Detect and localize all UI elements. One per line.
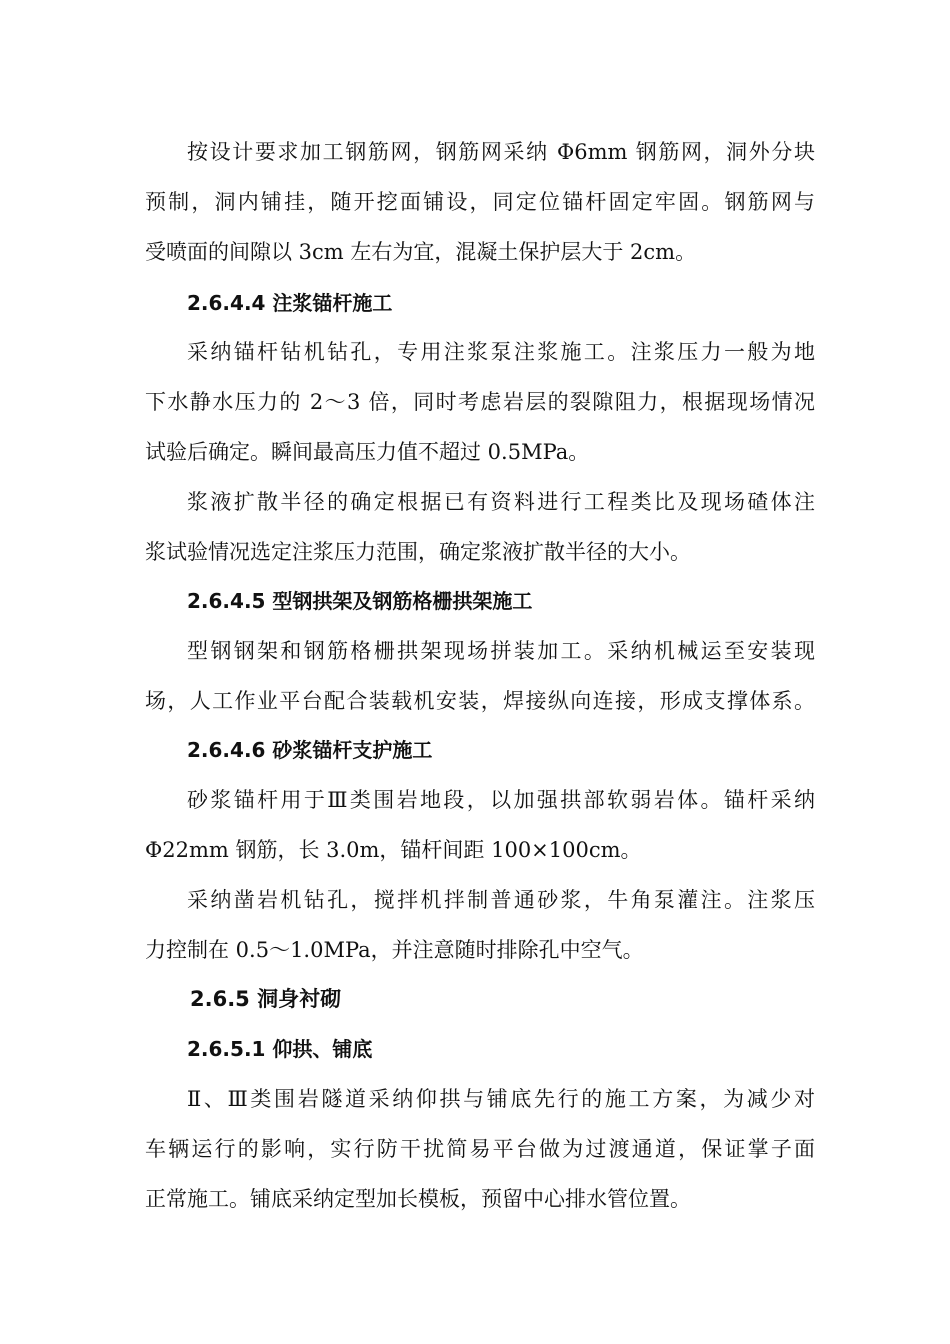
paragraph-line: Φ22mm 钢筋，长 3.0m，锚杆间距 100×100cm。: [145, 838, 642, 862]
section-heading: 2.6.5 洞身衬砌: [190, 987, 342, 1011]
paragraph-line: 浆液扩散半径的确定根据已有资料进行工程类比及现场碴体注: [187, 490, 815, 514]
paragraph-line: 砂浆锚杆用于Ⅲ类围岩地段，以加强拱部软弱岩体。锚杆采纳: [187, 788, 815, 812]
paragraph-line: 采纳锚杆钻机钻孔，专用注浆泵注浆施工。注浆压力一般为地: [187, 340, 815, 364]
paragraph-line: 按设计要求加工钢筋网，钢筋网采纳 Φ6mm 钢筋网，洞外分块: [187, 140, 815, 164]
section-heading: 2.6.4.6 砂浆锚杆支护施工: [187, 738, 433, 762]
paragraph-line: 车辆运行的影响，实行防干扰简易平台做为过渡通道，保证掌子面: [145, 1137, 815, 1161]
paragraph-line: 预制，洞内铺挂，随开挖面铺设，同定位锚杆固定牢固。钢筋网与: [145, 190, 815, 214]
section-heading: 2.6.4.5 型钢拱架及钢筋格栅拱架施工: [187, 589, 533, 613]
paragraph-line: 型钢钢架和钢筋格栅拱架现场拼装加工。采纳机械运至安装现: [187, 639, 815, 663]
paragraph-line: 下水静水压力的 2～3 倍，同时考虑岩层的裂隙阻力，根据现场情况: [145, 390, 815, 414]
paragraph-line: 正常施工。铺底采纳定型加长模板，预留中心排水管位置。: [145, 1187, 691, 1211]
paragraph-line: 浆试验情况选定注浆压力范围，确定浆液扩散半径的大小。: [145, 540, 691, 564]
paragraph-line: 采纳凿岩机钻孔，搅拌机拌制普通砂浆，牛角泵灌注。注浆压: [187, 888, 815, 912]
paragraph-line: 场，人工作业平台配合装载机安装，焊接纵向连接，形成支撑体系。: [145, 689, 815, 713]
paragraph-line: 试验后确定。瞬间最高压力值不超过 0.5MPa。: [145, 440, 590, 464]
paragraph-line: 力控制在 0.5～1.0MPa，并注意随时排除孔中空气。: [145, 938, 644, 962]
paragraph-line: Ⅱ、Ⅲ类围岩隧道采纳仰拱与铺底先行的施工方案，为减少对: [187, 1087, 815, 1111]
paragraph-line: 受喷面的间隙以 3cm 左右为宜，混凝土保护层大于 2cm。: [145, 240, 697, 264]
section-heading: 2.6.5.1 仰拱、铺底: [187, 1037, 373, 1061]
section-heading: 2.6.4.4 注浆锚杆施工: [187, 291, 393, 315]
